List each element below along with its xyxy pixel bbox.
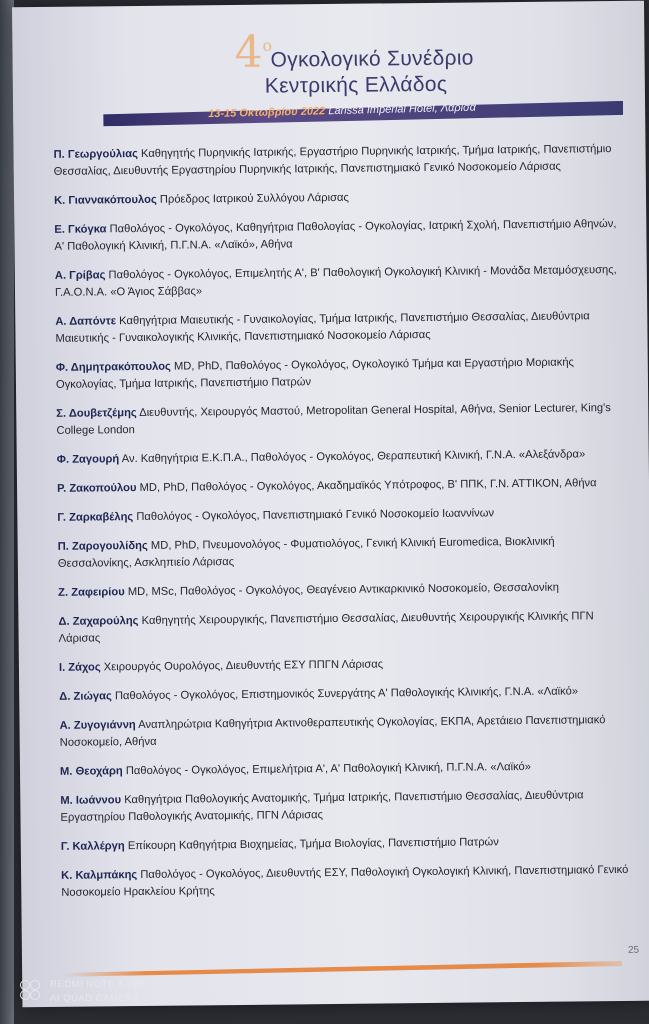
speaker-affiliation: Χειρουργός Ουρολόγος, Διευθυντής ΕΣΥ ΠΠΓΝ Λάρισας (103, 658, 384, 674)
speaker-name: Σ. Δουβετζέμης (56, 407, 137, 420)
speaker-name: Κ. Γιαννακόπουλος (53, 193, 157, 207)
speaker-name: Γ. Καλλέργη (60, 840, 125, 853)
camera-dots-icon (20, 980, 42, 1002)
speaker-name: Π. Γεωργούλιας (53, 147, 138, 161)
speaker-name: Ρ. Ζακοπούλου (56, 482, 137, 495)
speaker-entry (59, 683, 631, 706)
speaker-affiliation: Αν. Καθηγήτρια Ε.Κ.Π.Α., Παθολόγος - Ογκολόγος, Θεραπευτική Κλινική, Γ.Ν.Α. «Αλεξάνδρα» (121, 448, 586, 466)
speaker-entry (59, 654, 631, 677)
conference-header (12, 1, 645, 138)
speaker-affiliation: Παθολόγος - Ογκολόγος, Επιστημονικός Συνεργάτης Α' Παθολογικής Κλινικής, Γ.Ν.Α. «Λαϊκό» (114, 685, 579, 703)
speaker-affiliation: Καθηγητής Χειρουργικής, Πανεπιστήμιο Θεσσαλίας, Διευθυντής Χειρουργικής Κλινικής ΠΓΝ Λάρισας (58, 610, 594, 645)
speaker-entry (60, 787, 632, 827)
speaker-name: Α. Δαπόντε (55, 315, 117, 328)
speaker-name: Ε. Γκόγκα (54, 223, 107, 236)
speaker-name: Α. Γρίβας (54, 269, 106, 282)
speaker-entry (61, 833, 633, 856)
speaker-name: Κ. Καλμπάκης (61, 869, 138, 882)
speaker-name: Α. Ζυγογιάννη (59, 719, 136, 732)
conference-title-line1: Ογκολογικό Συνέδριο (270, 46, 474, 72)
speaker-name: Μ. Ιωάννου (60, 794, 122, 807)
speaker-affiliation: Παθολόγος - Ογκολόγος, Επιμελήτρια Α', Α' Παθολογική Κλινική, Π.Γ.Ν.Α. «Λαϊκό» (125, 760, 532, 778)
speaker-affiliation: Καθηγήτρια Παθολογικής Ανατομικής, Τμήμα Ιατρικής, Πανεπιστήμιο Θεσσαλίας, Διευθύντρια Εργαστηρίου Παθολογικής Ανατομικής, ΠΓΝ Λάρισας (60, 789, 584, 824)
speaker-affiliation: Διευθυντής, Χειρουργός Μαστού, Metropolitan General Hospital, Αθήνα, Senior Lecturer, King's College London (56, 402, 611, 437)
speaker-name: Δ. Ζαχαρούλης (58, 615, 139, 628)
speaker-entry (55, 262, 627, 302)
speaker-affiliation: MD, MSc, Παθολόγος - Ογκολόγος, Θεαγένειο Αντικαρκινικό Νοσοκομείο, Θεσσαλονίκη (127, 581, 559, 599)
speaker-entry (58, 533, 630, 573)
banner-location: Larissa Imperial Hotel, Λάρισα (328, 101, 477, 118)
speaker-name: Δ. Ζιώγας (59, 690, 112, 703)
speaker-entry (58, 608, 630, 648)
speaker-affiliation: Καθηγήτρια Μαιευτικής - Γυναικολογίας, Τμήμα Ιατρικής, Πανεπιστήμιο Θεσσαλίας, Διευθύντρια Μαιευτικής - Γυναικολογικής Κλινικής, Πανεπιστημιακό Νοσοκομείο Λάρισας (55, 310, 590, 345)
banner-dates: 13-15 Οκτωβρίου 2022 (208, 105, 326, 121)
speaker-entry (58, 579, 630, 602)
speaker-entry (59, 712, 631, 752)
watermark-line1: REDMI NOTE 8 PRO (50, 979, 149, 990)
speaker-affiliation: Πρόεδρος Ιατρικού Συλλόγου Λάρισας (159, 191, 349, 206)
speaker-list (53, 141, 633, 914)
speaker-entry (61, 862, 633, 902)
speaker-affiliation: Παθολόγος - Ογκολόγος, Διευθυντής ΕΣΥ, Παθολογική Ογκολογική Κλινική, Πανεπιστημιακό Γενικό Νοσοκομείο Ηρακλείου Κρήτης (61, 863, 629, 899)
watermark-line2: AI QUAD CAMERA (50, 993, 140, 1004)
speaker-affiliation: Παθολόγος - Ογκολόγος, Καθηγήτρια Παθολογίας - Ογκολογίας, Ιατρική Σχολή, Πανεπιστήμιο Αθηνών, Α' Παθολογική Κλινική, Π.Γ.Ν.Α. «Λαϊκό», Αθήνα (54, 217, 617, 253)
speaker-name: Ζ. Ζαφειρίου (58, 586, 125, 599)
speaker-affiliation: MD, PhD, Παθολόγος - Ογκολόγος, Ογκολογικό Τμήμα και Εργαστήριο Μοριακής Ογκολογίας, Τμήμα Ιατρικής, Πανεπιστήμιο Πατρών (55, 356, 574, 391)
speaker-affiliation: Αναπληρώτρια Καθηγήτρια Ακτινοθεραπευτικής Ογκολογίας, ΕΚΠΑ, Αρετάιειο Πανεπιστημιακό Νοσοκομείο, Αθήνα (59, 714, 606, 749)
brochure-page (12, 1, 649, 1008)
edition-number: $4^o$ (234, 26, 273, 78)
speaker-entry (56, 400, 628, 440)
speaker-affiliation: MD, PhD, Πνευμονολόγος - Φυματιολόγος, Γενική Κλινική Euromedica, Βιοκλινική Θεσσαλονίκης, Ασκληπιείο Λάρισας (57, 535, 555, 570)
speaker-name: Ι. Ζάχος (58, 661, 101, 674)
speaker-affiliation: MD, PhD, Παθολόγος - Ογκολόγος, Ακαδημαϊκός Υπότροφος, Β' ΠΠΚ, Γ.Ν. ΑΤΤΙΚΟΝ, Αθήνα (139, 477, 597, 494)
speaker-entry (57, 475, 629, 498)
footer-decoration (62, 961, 622, 977)
speaker-entry (56, 354, 628, 394)
speaker-entry (54, 216, 626, 256)
speaker-affiliation: Καθηγητής Πυρηνικής Ιατρικής, Εργαστήριο Πυρηνικής Ιατρικής, Τμήμα Ιατρικής, Πανεπιστήμιο Θεσσαλίας, Διευθυντής Εργαστηρίου Πυρηνικής Ιατρικής, Πανεπιστημιακό Γενικό Νοσοκομείο Λάρισας (53, 143, 612, 178)
speaker-entry (57, 504, 629, 527)
speaker-entry (54, 187, 626, 210)
speaker-entry (55, 308, 627, 348)
speaker-affiliation: Παθολόγος - Ογκολόγος, Επιμελητής Α', Β' Παθολογική Ογκολογική Κλινική - Μονάδα Μεταμόσχευσης, Γ.Α.Ο.Ν.Α. «Ο Άγιος Σάββας» (54, 263, 617, 299)
speaker-entry (60, 758, 632, 781)
speaker-entry (57, 446, 629, 469)
speaker-name: Μ. Θεοχάρη (59, 765, 123, 778)
speaker-affiliation: Παθολόγος - Ογκολόγος, Πανεπιστημιακό Γενικό Νοσοκομείο Ιωαννίνων (136, 507, 495, 524)
speaker-affiliation: Επίκουρη Καθηγήτρια Βιοχημείας, Τμήμα Βιολογίας, Πανεπιστήμιο Πατρών (127, 836, 499, 853)
speaker-name: Π. Ζαρογουλίδης (57, 539, 148, 553)
speaker-name: Φ. Ζαγουρή (56, 453, 120, 466)
speaker-name: Γ. Ζαρκαβέλης (57, 511, 134, 524)
conference-title-line2: Κεντρικής Ελλάδος (264, 72, 448, 98)
page-number: 25 (627, 944, 640, 956)
speaker-name: Φ. Δημητρακόπουλος (55, 360, 171, 374)
page-edge-shadow (0, 0, 14, 1024)
speaker-entry (53, 141, 625, 181)
